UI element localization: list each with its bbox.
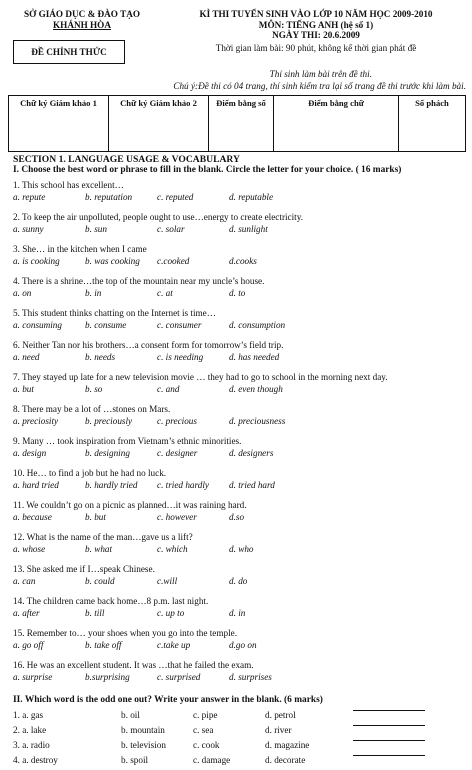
answer-option[interactable]: b. designing [85, 448, 130, 458]
question-options [13, 192, 468, 204]
answer-option[interactable]: b. consume [85, 320, 127, 330]
question-stem: 9. Many … took inspiration from Vietnam’s ethnic minorities. [13, 436, 242, 446]
question-options [13, 320, 468, 332]
question-options [13, 512, 468, 524]
answer-option[interactable]: b. was cooking [85, 256, 140, 266]
answer-option[interactable]: a. on [13, 288, 32, 298]
question-stem: 6. Neither Tan nor his brothers…a consent form for tomorrow’s field trip. [13, 340, 284, 350]
answer-option[interactable]: c. consumer [157, 320, 202, 330]
answer-option[interactable]: b. so [85, 384, 103, 394]
answer-option[interactable]: d. has needed [229, 352, 280, 362]
answer-option[interactable]: d. designers [229, 448, 274, 458]
question-item [13, 212, 468, 244]
answer-option[interactable]: a. is cooking [13, 256, 60, 266]
answer-option[interactable]: b. reputation [85, 192, 133, 202]
answer-option[interactable]: a. preciosity [13, 416, 59, 426]
answer-option[interactable]: c. however [157, 512, 197, 522]
answer-option[interactable]: c. which [157, 544, 188, 554]
answer-blank[interactable] [353, 725, 425, 726]
answer-option[interactable]: a. because [13, 512, 52, 522]
answer-option[interactable]: d. to [229, 288, 246, 298]
question-stem: 11. We couldn’t go on a picnic as planned…it was raining hard. [13, 500, 247, 510]
score-words-cell[interactable]: Điểm bằng chữ [274, 96, 399, 152]
question-list [13, 180, 468, 692]
score-number-cell[interactable]: Điểm bằng số [209, 96, 274, 152]
odd-word: c. cook [193, 740, 220, 750]
answer-option[interactable]: d. consumption [229, 320, 286, 330]
question-stem: 1. This school has excellent… [13, 180, 124, 190]
question-stem: 14. The children came back home…8 p.m. last night. [13, 596, 209, 606]
odd-one-out-row [13, 725, 468, 740]
part2-instruction: II. Which word is the odd one out? Write your answer in the blank. (6 marks) [13, 695, 323, 705]
answer-option[interactable]: c. designer [157, 448, 198, 458]
odd-word: b. mountain [121, 725, 165, 735]
answer-option[interactable]: d. reputable [229, 192, 274, 202]
answer-blank[interactable] [353, 710, 425, 711]
odd-word: c. pipe [193, 710, 218, 720]
question-item [13, 500, 468, 532]
odd-word: d. magazine [265, 740, 310, 750]
question-stem: 8. There may be a lot of …stones on Mars. [13, 404, 171, 414]
serial-cell[interactable]: Số phách [399, 96, 466, 152]
question-stem: 15. Remember to… your shoes when you go into the temple. [13, 628, 238, 638]
answer-option[interactable]: d. in [229, 608, 246, 618]
answer-option[interactable]: c. solar [157, 224, 185, 234]
question-stem: 12. What is the name of the man…gave us a lift? [13, 532, 193, 542]
answer-option[interactable]: d. preciousness [229, 416, 286, 426]
answer-option[interactable]: d. who [229, 544, 254, 554]
question-stem: 10. He… to find a job but he had no luck. [13, 468, 167, 478]
question-item [13, 180, 468, 212]
answer-option[interactable]: c. up to [157, 608, 185, 618]
odd-word: 4. a. destroy [13, 755, 58, 765]
answer-option[interactable]: c. tried hardly [157, 480, 209, 490]
odd-word: b. television [121, 740, 166, 750]
answer-option[interactable]: b. in [85, 288, 102, 298]
exam-title: KÌ THI TUYỂN SINH VÀO LỚP 10 NĂM HỌC 2009-2010 [199, 9, 433, 19]
question-stem: 16. He was an excellent student. It was …that he failed the exam. [13, 660, 254, 670]
question-stem: 13. She asked me if I…speak Chinese. [13, 564, 155, 574]
answer-option[interactable]: c. surprised [157, 672, 201, 682]
question-options [13, 544, 468, 556]
answer-option[interactable]: d. sunlight [229, 224, 268, 234]
note-page-check: Chú ý:Đề thi có 04 trang, thí sinh kiểm tra lại số trang đề thi trước khi làm bài. [173, 81, 466, 91]
question-stem: 5. This student thinks chatting on the Internet is time… [13, 308, 216, 318]
question-stem: 3. She… in the kitchen when I came [13, 244, 147, 254]
question-options [13, 608, 468, 620]
answer-option[interactable]: b. preciously [85, 416, 133, 426]
question-item [13, 596, 468, 628]
odd-one-out-row [13, 710, 468, 725]
question-options [13, 480, 468, 492]
part1-instruction: I. Choose the best word or phrase to fill in the blank. Circle the letter for your choice. ( 16 marks) [13, 165, 402, 175]
odd-word: 1. a. gas [13, 710, 44, 720]
answer-option[interactable]: b.surprising [85, 672, 130, 682]
question-item [13, 628, 468, 660]
answer-option[interactable]: c. at [157, 288, 173, 298]
answer-option[interactable]: d. surprises [229, 672, 272, 682]
question-options [13, 384, 468, 396]
answer-option[interactable]: d. do [229, 576, 248, 586]
section-title: SECTION 1. LANGUAGE USAGE & VOCABULARY [13, 154, 240, 165]
answer-option[interactable]: a. design [13, 448, 47, 458]
answer-option[interactable]: a. sunny [13, 224, 44, 234]
question-item [13, 308, 468, 340]
exam-date: NGÀY THI: 20.6.2009 [272, 30, 360, 41]
question-item [13, 532, 468, 564]
answer-option[interactable]: d. tried hard [229, 480, 275, 490]
question-options [13, 576, 468, 588]
answer-option[interactable]: c.will [157, 576, 178, 586]
odd-one-out-row [13, 755, 468, 770]
odd-word: b. spoil [121, 755, 149, 765]
answer-option[interactable]: b. till [85, 608, 105, 618]
question-item [13, 244, 468, 276]
question-item [13, 468, 468, 500]
odd-one-out-row [13, 740, 468, 755]
official-label: ĐỀ CHÍNH THỨC [31, 46, 107, 57]
answer-option[interactable]: d.so [229, 512, 245, 522]
answer-option[interactable]: a. can [13, 576, 36, 586]
answer-option[interactable]: b. sun [85, 224, 107, 234]
answer-option[interactable]: a. but [13, 384, 34, 394]
examiner1-cell[interactable]: Chữ ký Giám khảo 1 [9, 96, 109, 152]
odd-word: 3. a. radio [13, 740, 50, 750]
odd-word: 2. a. lake [13, 725, 47, 735]
question-item [13, 436, 468, 468]
answer-option[interactable]: b. needs [85, 352, 116, 362]
answer-option[interactable]: c. reputed [157, 192, 194, 202]
department-name: SỞ GIÁO DỤC & ĐÀO TẠO [24, 9, 140, 19]
answer-option[interactable]: d.cooks [229, 256, 257, 266]
header-right [168, 9, 464, 53]
question-item [13, 372, 468, 404]
answer-option[interactable]: b. take off [85, 640, 122, 650]
answer-blank[interactable] [353, 755, 425, 756]
official-exam-box [13, 40, 125, 64]
question-stem: 4. There is a shrine…the top of the mountain near my uncle’s house. [13, 276, 265, 286]
question-item [13, 404, 468, 436]
answer-option[interactable]: d.go on [229, 640, 257, 650]
question-options [13, 672, 468, 684]
answer-option[interactable]: a. need [13, 352, 40, 362]
answer-option[interactable]: d. even though [229, 384, 283, 394]
answer-option[interactable]: a. hard tried [13, 480, 59, 490]
answer-option[interactable]: a. repute [13, 192, 46, 202]
examiner2-cell[interactable]: Chữ ký Giám khảo 2 [109, 96, 209, 152]
exam-duration: Thời gian làm bài: 90 phút, không kể thời gian phát đề [215, 42, 417, 53]
answer-option[interactable]: a. consuming [13, 320, 62, 330]
answer-option[interactable]: c.take up [157, 640, 191, 650]
question-options [13, 224, 468, 236]
odd-one-out-list [13, 710, 468, 770]
odd-word: d. decorate [265, 755, 306, 765]
question-item [13, 340, 468, 372]
answer-option[interactable]: a. surprise [13, 672, 53, 682]
question-stem: 2. To keep the air unpolluted, people ought to use…energy to create electricity. [13, 212, 304, 222]
question-item [13, 660, 468, 692]
question-stem: 7. They stayed up late for a new television movie … they had to go to school in the morning next day. [13, 372, 388, 382]
answer-option[interactable]: a. after [13, 608, 40, 618]
answer-option[interactable]: c. and [157, 384, 180, 394]
odd-word: d. river [265, 725, 292, 735]
odd-word: c. damage [193, 755, 231, 765]
question-options [13, 448, 468, 460]
answer-option[interactable]: b. but [85, 512, 106, 522]
header-left [12, 9, 152, 30]
answer-option[interactable]: b. could [85, 576, 115, 586]
answer-option[interactable]: c.cooked [157, 256, 190, 266]
question-options [13, 352, 468, 364]
answer-option[interactable]: b. what [85, 544, 113, 554]
signature-table [8, 95, 466, 152]
question-item [13, 564, 468, 596]
question-item [13, 276, 468, 308]
answer-option[interactable]: c. precious [157, 416, 197, 426]
odd-word: c. sea [193, 725, 214, 735]
answer-option[interactable]: a. go off [13, 640, 44, 650]
question-options [13, 416, 468, 428]
question-options [13, 640, 468, 652]
answer-option[interactable]: a. whose [13, 544, 46, 554]
province-name: KHÁNH HÒA [53, 19, 111, 30]
answer-option[interactable]: b. hardly tried [85, 480, 138, 490]
answer-option[interactable]: c. is needing [157, 352, 204, 362]
exam-subject: MÔN: TIẾNG ANH (hệ số 1) [258, 19, 374, 30]
odd-word: b. oil [121, 710, 140, 720]
note-write-on-paper: Thí sinh làm bài trên đề thi. [269, 69, 372, 79]
signature-row [9, 96, 466, 152]
answer-blank[interactable] [353, 740, 425, 741]
odd-word: d. petrol [265, 710, 296, 720]
question-options [13, 256, 468, 268]
question-options [13, 288, 468, 300]
